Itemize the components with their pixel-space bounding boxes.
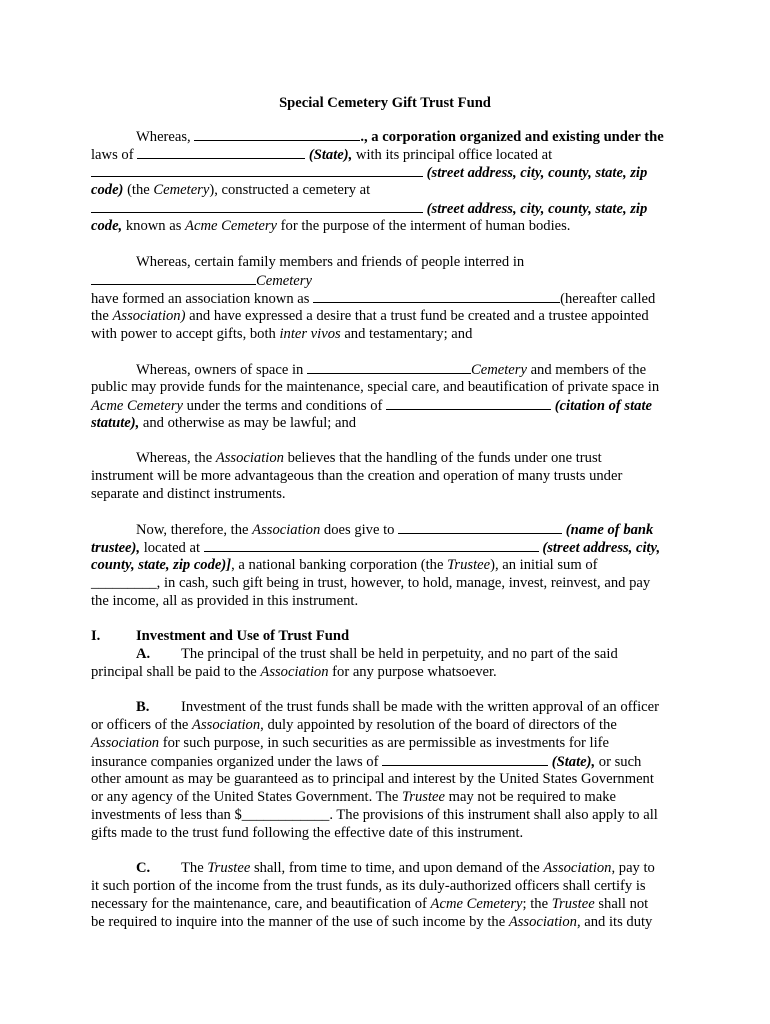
clause-c-line-2: it such portion of the income from the trust funds, as its duly-authorized officers shall certify is <box>91 878 646 894</box>
p2-line-1: Whereas, certain family members and friends of people interred in <box>136 254 525 270</box>
clause-b-line-7: investments of less than $____________. The provisions of this instrument shall also apply to all <box>91 807 658 823</box>
clause-b-line-4: insurance companies organized under the laws of (State), or such <box>91 754 642 770</box>
p2-line-5: with power to accept gifts, both inter vivos and testamentary; and <box>91 326 473 342</box>
clause-b-line-3: Association for such purpose, in such securities as are permissible as investments for life <box>91 735 609 751</box>
clause-c-line-3: necessary for the maintenance, care, and beautification of Acme Cemetery; the Trustee shall not <box>91 896 649 912</box>
clause-b-line-1: Investment of the trust funds shall be made with the written approval of an officer <box>181 699 659 715</box>
clause-b-line-6: or any agency of the United States Government. The Trustee may not be required to make <box>91 789 616 805</box>
p1-line-6: code, known as Acme Cemetery for the purpose of the interment of human bodies. <box>91 218 571 234</box>
p2-line-3: have formed an association known as (hereafter called <box>91 291 656 307</box>
p5-line-3: county, state, zip code)], a national banking corporation (the Trustee), an initial sum of <box>91 557 598 573</box>
clause-a-label: A. <box>136 646 151 662</box>
p1-line-1: Whereas, ., a corporation organized and existing under the <box>136 129 664 145</box>
clause-b-label: B. <box>136 699 150 715</box>
office-address-blank <box>91 163 423 177</box>
trustee-address-blank <box>204 538 539 552</box>
clause-b-line-8: gifts made to the trust fund following the effective date of this instrument. <box>91 825 524 841</box>
p1-line-4: code) (the Cemetery), constructed a cemetery at <box>91 182 371 198</box>
cemetery-name-blank <box>91 271 256 285</box>
p1-line-3: (street address, city, county, state, zip <box>91 163 647 182</box>
statute-citation-blank <box>386 396 551 410</box>
section-number: I. <box>91 628 101 644</box>
state-laws-blank <box>382 752 548 766</box>
clause-c-line-4: be required to inquire into the manner of the use of such income by the Association, and its duty <box>91 914 653 930</box>
p4-line-2: instrument will be more advantageous than the creation and operation of many trusts under <box>91 468 623 484</box>
p1-line-5: (street address, city, county, state, zip <box>91 199 647 218</box>
association-name-blank-ext <box>471 289 560 303</box>
p3-line-3: Acme Cemetery under the terms and conditions of (citation of state <box>91 398 652 414</box>
state-blank <box>137 145 305 159</box>
clause-b-line-2: or officers of the Association, duly appointed by resolution of the board of directors of the <box>91 717 617 733</box>
section-heading: Investment and Use of Trust Fund <box>136 628 350 644</box>
cemetery-address-blank <box>91 199 423 213</box>
document-title: Special Cemetery Gift Trust Fund <box>279 95 491 111</box>
clause-a-line-2: principal shall be paid to the Association for any purpose whatsoever. <box>91 664 497 680</box>
p3-line-1: Whereas, owners of space in Cemetery and members of the <box>136 362 647 378</box>
clause-c-line-1: The Trustee shall, from time to time, and upon demand of the Association, pay to <box>181 860 655 876</box>
p2-line-2: Cemetery <box>91 271 312 290</box>
p1-line-2: laws of (State), with its principal office located at <box>91 147 553 163</box>
p2-line-4: the Association) and have expressed a desire that a trust fund be created and a trustee appointed <box>91 308 649 324</box>
clause-b-line-5: other amount as may be guaranteed as to principal and interest by the United States Government <box>91 771 654 787</box>
p3-line-2: public may provide funds for the maintenance, special care, and beautification of private space in <box>91 379 660 395</box>
association-name-blank <box>313 289 471 303</box>
clause-c-label: C. <box>136 860 151 876</box>
p5-line-1: Now, therefore, the Association does give to (name of bank <box>136 522 654 538</box>
p4-line-1: Whereas, the Association believes that the handling of the funds under one trust <box>136 450 602 466</box>
corporation-name-blank <box>194 127 360 141</box>
bank-trustee-blank <box>398 520 562 534</box>
p5-line-5: the income, all as provided in this instrument. <box>91 593 359 609</box>
p5-line-4: _________, in cash, such gift being in trust, however, to hold, manage, invest, reinvest, and pay <box>91 575 651 591</box>
clause-a-line-1: The principal of the trust shall be held in perpetuity, and no part of the said <box>181 646 618 662</box>
p4-line-3: separate and distinct instruments. <box>91 486 286 502</box>
cemetery-space-blank <box>307 360 471 374</box>
p5-line-2: trustee), located at (street address, city, <box>91 540 661 556</box>
p3-line-4: statute), and otherwise as may be lawful; and <box>91 415 357 431</box>
